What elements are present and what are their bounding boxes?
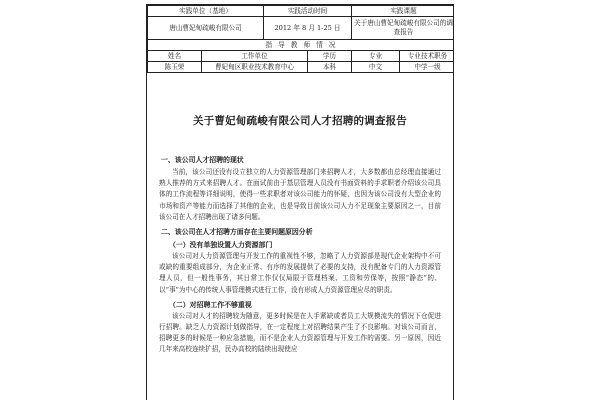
paragraph-1: 当前，该公司还没有设立独立的人力资源管理部门来招聘人才，大多数都由总经理直接通过熟人推荐的方式来招聘人才。在面试前由于基层管理人员没有书面资料的手求职者介绍该公司具体的工作流程等详细说明，使得一些求职者对该公司能力的怀疑，也因为该公司没有大型企业的市场和资产等能力而选择了其他的企业，也是导致目前该公司人力不足现象主要原因之一，目前该公司在人才招聘出现了诸多问题。 (159, 168, 441, 221)
paragraph-3: 该公司对人才的招聘较为随意，更多时候是在人手紧缺或者员工大规模流失的情况下仓促进行招聘。缺乏人力资源计划做指导，在一定程度上对招聘结果产生了不良影响。对该公司而言，招聘更多的时候是一种应急措施，而不是企业人力资源管理与开发工作的需要。另一原因，因近几年来高校连续扩招，民办高校的陆续出现使应 (159, 311, 441, 354)
subheading-2: （二）对招聘工作不够重视 (169, 300, 252, 309)
col-major-header: 专业 (352, 51, 400, 62)
section-heading-2: 二、该公司在人才招聘方面存在主要问题原因分析 (161, 228, 313, 237)
teacher-education: 本科 (308, 62, 352, 73)
topic-label: 实践课题 (352, 6, 455, 17)
time-value: 2012 年 8 月 1-25 日 (264, 17, 352, 40)
teacher-workplace: 曹妃甸区职业技术教育中心 (202, 62, 308, 73)
unit-label: 实践单位（基地） (148, 6, 264, 17)
teacher-section-title: 指 导 教 师 情 况 (148, 40, 455, 51)
report-page (146, 4, 454, 400)
topic-value: 关于唐山曹妃甸疏峻有限公司的调查报告 (352, 17, 455, 40)
teacher-name: 陈玉荣 (148, 62, 202, 73)
practice-info-table (147, 5, 454, 73)
col-title-header: 专业技术职务 (400, 51, 455, 62)
paragraph-2: 该公司对人力资源管理与开发工作的重视性不够，忽略了人力资源部是现代企业架构中不可或缺的重要组成部分，为企业正常、有序的发展提供了必要的支持，没有配备专门的人力资源管理人员，但一般性事务，其日常工作仅仅局限于管理档案、工资和劳保等，按照“静态”的、以“事”为中心的传统人事管理模式进行工作，没有形成人力资源管理应尽的职责。 (159, 252, 441, 294)
section-heading-1: 一、该公司人才招聘的现状 (161, 156, 244, 164)
col-education-header: 学历 (308, 51, 352, 62)
subheading-1: （一）没有单独设置人力资源部门 (169, 241, 273, 250)
report-title: 关于曹妃甸疏峻有限公司人才招聘的调查报告 (193, 115, 407, 127)
teacher-title: 中学一级 (400, 62, 455, 73)
teacher-major: 中文 (352, 62, 400, 73)
col-name-header: 姓名 (148, 51, 202, 62)
time-label: 实践活动时间 (264, 6, 352, 17)
report-body (147, 113, 453, 356)
col-workplace-header: 工作单位 (202, 51, 308, 62)
unit-value: 唐山曹妃甸疏峻有限公司 (148, 17, 264, 40)
